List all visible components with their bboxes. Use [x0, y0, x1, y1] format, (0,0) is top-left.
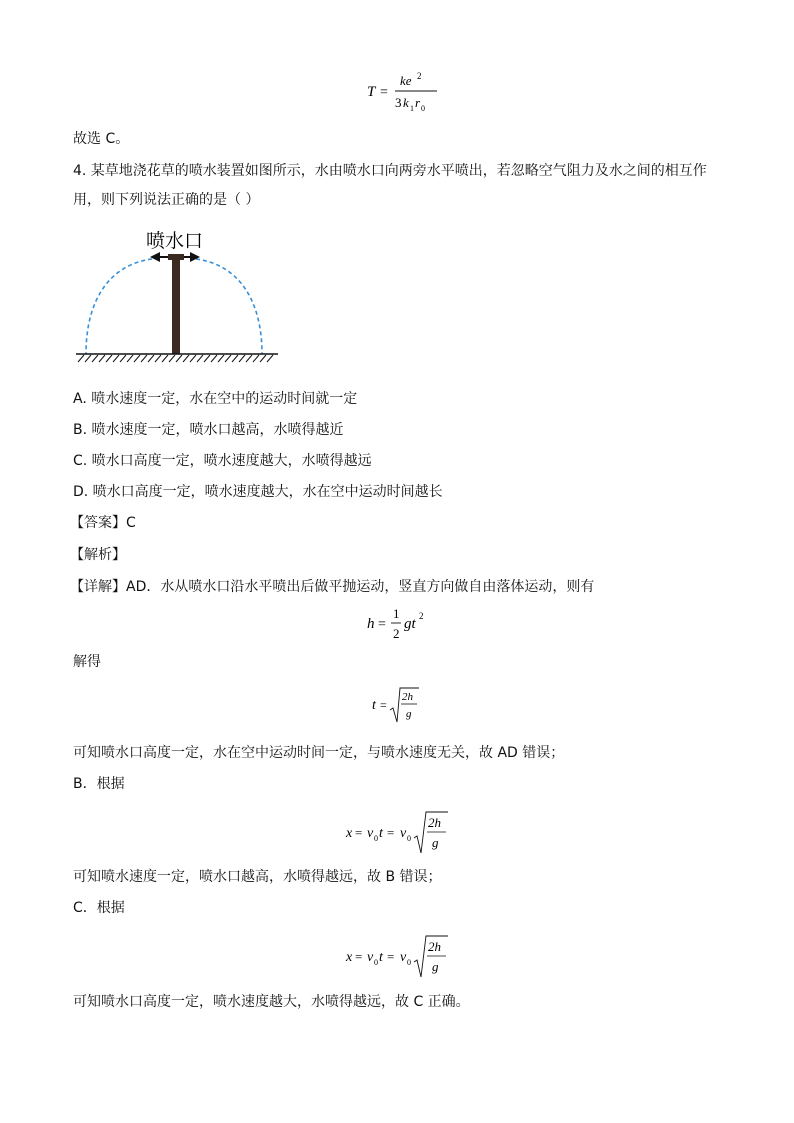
option-b: B. 喷水速度一定，喷水口越高，水喷得越近: [73, 422, 344, 438]
detail-line: [70, 577, 594, 597]
formula-range-b-svg: [344, 808, 454, 858]
ground-hatching: [78, 355, 273, 362]
formula-range-c: [344, 932, 454, 982]
formula-lhs: T: [367, 84, 376, 100]
h-num: 1: [393, 606, 400, 621]
answer-value: C: [126, 515, 136, 531]
t-den: g: [406, 708, 412, 720]
formula-den-3: 3: [395, 95, 402, 110]
xb-sub2: 0: [407, 834, 411, 843]
formula-range-b: [344, 808, 454, 858]
nozzle-label: 喷水口: [146, 230, 204, 252]
option-c: C. 喷水口高度一定，喷水速度越大，水喷得越远: [73, 453, 372, 469]
detail-text: AD．水从喷水口沿水平喷出后做平抛运动，竖直方向做自由落体运动，则有: [126, 579, 595, 595]
h-lhs: h: [367, 616, 375, 632]
xc-eq2: =: [387, 949, 395, 964]
conclusion-ad: 可知喷水口高度一定，水在空中运动时间一定，与喷水速度无关，故 AD 错误；: [73, 745, 565, 761]
xc-v2: v: [400, 950, 407, 965]
formula-eq: =: [380, 85, 388, 100]
xb-lhs: x: [346, 826, 353, 841]
previous-answer: 故选 C。: [73, 131, 130, 147]
conclusion-c: 可知喷水口高度一定，喷水速度越大，水喷得越远，故 C 正确。: [73, 994, 470, 1010]
xb-sub: 0: [374, 834, 378, 843]
b-label: B．根据: [73, 776, 125, 792]
analysis-label: 【解析】: [70, 547, 126, 563]
arrowhead-right: [190, 252, 200, 262]
xb-eq1: =: [355, 825, 363, 840]
formula-time: [369, 684, 429, 728]
xc-eq1: =: [355, 949, 363, 964]
formula-den-r-sub: 0: [421, 104, 425, 113]
xc-den: g: [432, 959, 439, 974]
formula-den-r: r: [415, 95, 421, 110]
sprinkler-figure: [72, 222, 282, 370]
h-exp: 2: [419, 611, 424, 621]
right-trajectory: [196, 259, 262, 354]
xc-lhs: x: [346, 950, 353, 965]
xc-sub2: 0: [407, 958, 411, 967]
detail-label: 【详解】: [70, 579, 126, 595]
formula-time-svg: [369, 684, 429, 728]
c-label: C．根据: [73, 900, 125, 916]
h-eq: =: [378, 617, 386, 632]
formula-height-svg: [364, 604, 434, 644]
formula-exponent: 2: [417, 72, 422, 81]
xb-v: v: [367, 826, 374, 841]
sprinkler-figure-svg: [72, 222, 282, 370]
formula-den-k: k: [403, 95, 409, 110]
t-lhs: t: [372, 698, 376, 713]
arrowhead-left: [150, 252, 160, 262]
t-eq: =: [380, 698, 387, 712]
formula-range-c-svg: [344, 932, 454, 982]
formula-numerator: ke: [400, 73, 412, 88]
answer-line: [70, 513, 136, 533]
xc-num: 2h: [428, 939, 441, 954]
xc-t: t: [379, 950, 383, 965]
question-stem-line2: 用，则下列说法正确的是（ ）: [73, 192, 260, 208]
h-gt: gt: [404, 616, 416, 632]
solve-label: 解得: [73, 654, 101, 670]
xb-t: t: [379, 826, 383, 841]
answer-label: 【答案】: [70, 515, 126, 531]
left-trajectory: [86, 259, 152, 354]
xb-eq2: =: [387, 825, 395, 840]
formula-period-svg: [364, 72, 444, 116]
question-stem-line1: 4. 某草地浇花草的喷水装置如图所示，水由喷水口向两旁水平喷出，若忽略空气阻力及水之间的相互作: [73, 163, 707, 179]
option-a: A. 喷水速度一定，水在空中的运动时间就一定: [73, 391, 358, 407]
nozzle-pipe: [172, 258, 180, 354]
t-num: 2h: [402, 691, 413, 703]
xc-sub: 0: [374, 958, 378, 967]
xc-v: v: [367, 950, 374, 965]
xb-den: g: [432, 835, 439, 850]
formula-den-k-sub: 1: [410, 104, 414, 113]
xb-v2: v: [400, 826, 407, 841]
xb-num: 2h: [428, 815, 441, 830]
option-d: D. 喷水口高度一定，喷水速度越大，水在空中运动时间越长: [73, 484, 443, 500]
formula-period: [364, 72, 444, 116]
h-den: 2: [393, 626, 400, 641]
formula-height: [364, 604, 434, 644]
conclusion-b: 可知喷水速度一定，喷水口越高，水喷得越远，故 B 错误；: [73, 869, 442, 885]
